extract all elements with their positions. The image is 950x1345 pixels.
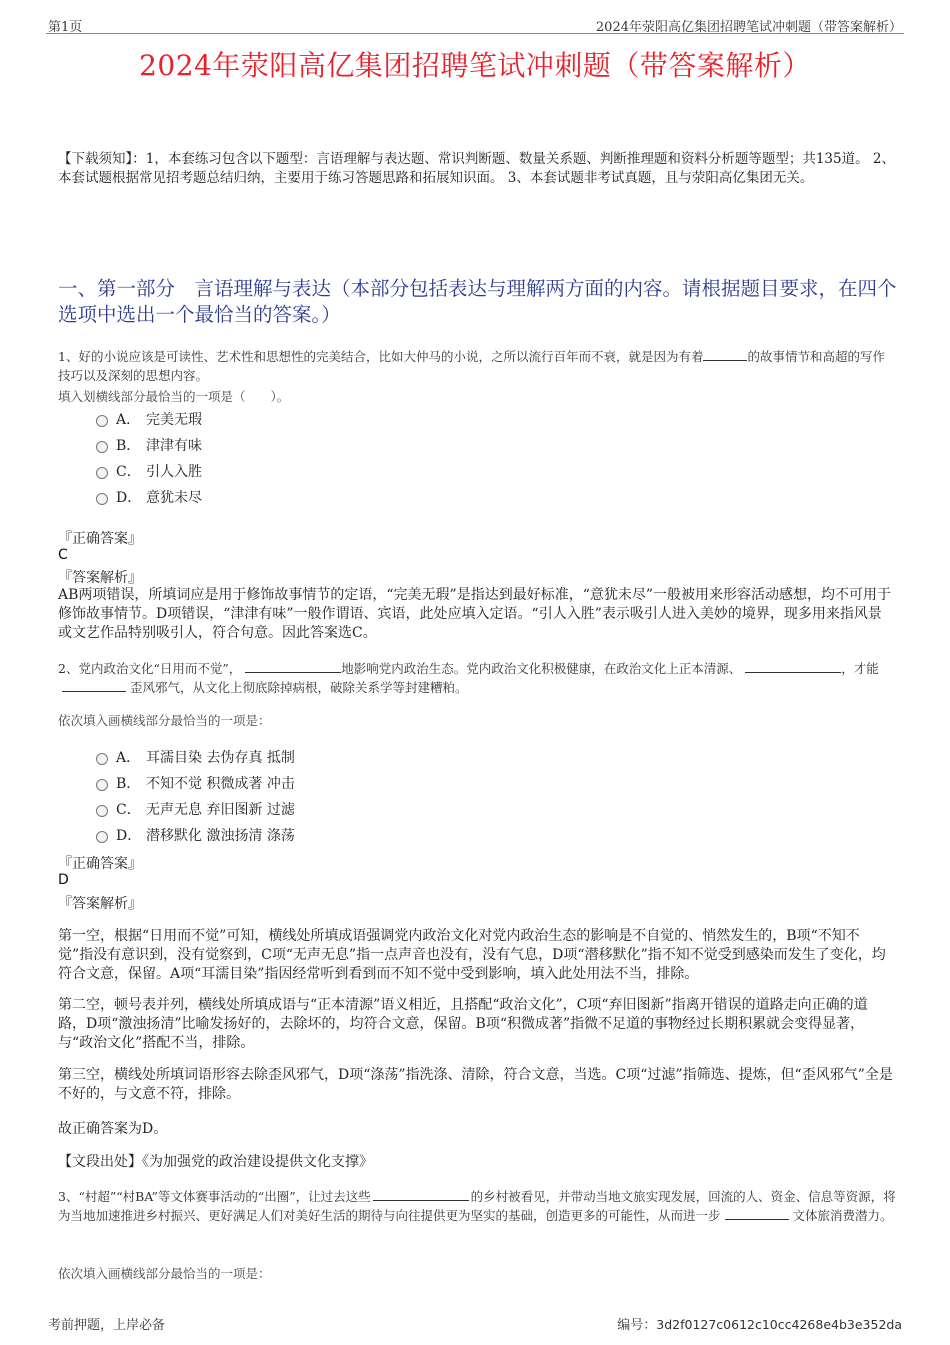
question-1-text — [58, 347, 896, 385]
footer-code-value: 3d2f0127c0612c10cc4268e4b3e352da — [656, 1317, 902, 1332]
radio-icon[interactable] — [96, 779, 108, 791]
fill-blank — [245, 660, 341, 673]
radio-icon[interactable] — [96, 753, 108, 765]
option-text: 完美无瑕 — [146, 412, 202, 428]
option-text: 潜移默化 激浊扬清 涤荡 — [146, 828, 295, 844]
question-1-option-a[interactable] — [96, 409, 202, 429]
question-1-option-d[interactable] — [96, 487, 202, 507]
radio-icon[interactable] — [96, 441, 108, 453]
question-3-prompt: 依次填入画横线部分最恰当的一项是： — [58, 1266, 271, 1281]
option-text: 无声无息 弃旧图新 过滤 — [146, 802, 295, 818]
question-1-text-part: 的故事情节和高超的写作技巧以及深刻的思想内容。 — [58, 349, 885, 383]
question-2-answer-label: 『正确答案』 — [58, 856, 142, 872]
radio-icon[interactable] — [96, 805, 108, 817]
section-heading: 一、第一部分 言语理解与表达（本部分包括表达与理解两方面的内容。请根据题目要求，在四个选项中选出一个最恰当的答案。） — [58, 277, 897, 326]
option-text: 耳濡目染 去伪存真 抵制 — [146, 750, 295, 766]
footer-code — [617, 1314, 902, 1333]
question-2-text-part: ，才能 — [841, 661, 879, 676]
footer-slogan: 考前押题，上岸必备 — [48, 1318, 166, 1333]
question-2-text-part: 歪风邪气，从文化上彻底除掉病根，破除关系学等封建糟粕。 — [130, 680, 468, 695]
header-doc-title: 2024年荥阳高亿集团招聘笔试冲刺题（带答案解析） — [595, 20, 902, 35]
question-2-text-part: 2、党内政治文化“日用而不觉”， — [58, 661, 242, 676]
fill-blank — [703, 348, 747, 361]
fill-blank — [725, 1207, 789, 1220]
question-1-analysis: AB两项错误，所填词应是用于修饰故事情节的定语，“完美无瑕”是指达到最好标准，“意犹未尽”一般被用来形容活动感想，均不可用于修饰故事情节。D项错误，“津津有味”一般作谓语、宾语，此处应填入定语。“引人入胜”表示吸引人进入美妙的境界，现多用来指风景或文艺作品特别吸引人，符合句意。因此答案选C。 — [58, 587, 892, 641]
question-1-text-part: 1、好的小说应该是可读性、艺术性和思想性的完美结合，比如大仲马的小说，之所以流行百年而不衰，就是因为有着 — [58, 349, 704, 364]
radio-icon[interactable] — [96, 467, 108, 479]
question-2-source: 【文段出处】《为加强党的政治建设提供文化支撑》 — [58, 1154, 373, 1170]
question-1-answer-label: 『正确答案』 — [58, 531, 142, 547]
question-1-option-c[interactable] — [96, 461, 202, 481]
option-letter: A． — [116, 412, 141, 428]
option-letter: C． — [116, 464, 141, 480]
question-2-analysis-para-2: 第二空，顿号表并列，横线处所填成语与“正本清源”语义相近，且搭配“政治文化”，C项“弃旧图新”指离开错误的道路走向正确的道路，D项“激浊扬清”比喻发扬好的，去除坏的，均符合文意，保留。B项“积微成著”指微不足道的事物经过长期积累就会变得显著，与“政治文化”搭配不当，排除。 — [58, 997, 868, 1051]
option-letter: C． — [116, 802, 141, 818]
option-text: 津津有味 — [146, 438, 202, 454]
option-letter: A． — [116, 750, 141, 766]
question-1-option-b[interactable] — [96, 435, 202, 455]
question-2-option-b[interactable] — [96, 773, 295, 793]
question-2-analysis-para-1: 第一空，根据“日用而不觉”可知，横线处所填成语强调党内政治文化对党内政治生态的影响是不自觉的、悄然发生的，B项“不知不觉”指没有意识到，没有觉察到，C项“无声无息”指一点声音也没有，没有气息，D项“潜移默化”指不知不觉受到感染而发生了变化，均符合文意，保留。A项“耳濡目染”指因经常听到看到而不知不觉中受到影响，填入此处用法不当，排除。 — [58, 928, 886, 982]
header-divider — [46, 33, 904, 34]
question-2-option-d[interactable] — [96, 825, 295, 845]
question-1-prompt: 填入划横线部分最恰当的一项是（ ）。 — [58, 389, 290, 404]
question-3-text-part: 3、“村超”“村BA”等文体赛事活动的“出圈”，让过去这些 — [58, 1189, 371, 1204]
fill-blank — [62, 679, 126, 692]
page-title: 2024年荥阳高亿集团招聘笔试冲刺题（带答案解析） — [139, 49, 811, 82]
fill-blank — [745, 660, 841, 673]
footer-code-label: 编号： — [617, 1318, 657, 1333]
question-2-answer: D — [58, 872, 69, 888]
question-2-analysis-para-4: 故正确答案为D。 — [58, 1121, 168, 1137]
option-letter: D． — [116, 828, 142, 844]
radio-icon[interactable] — [96, 493, 108, 505]
question-3-text-part: 的乡村被看见，并带动当地文旅实现发展，回流的人、资金、信息等资源，将为当地加速推进乡村振兴、更好满足人们对美好生活的期待与向往提供更为坚实的基础，创造更多的可能性，从而进一步 — [58, 1189, 896, 1223]
question-1-analysis-label: 『答案解析』 — [58, 570, 142, 586]
option-letter: D． — [116, 490, 142, 506]
question-2-prompt: 依次填入画横线部分最恰当的一项是： — [58, 713, 271, 728]
option-text: 引人入胜 — [146, 464, 202, 480]
option-letter: B． — [116, 776, 141, 792]
option-text: 意犹未尽 — [146, 490, 202, 506]
question-2-analysis-label: 『答案解析』 — [58, 896, 142, 912]
question-2-text-part: 地影响党内政治生态。党内政治文化积极健康，在政治文化上正本清源、 — [341, 661, 742, 676]
option-letter: B． — [116, 438, 141, 454]
question-2-option-a[interactable] — [96, 747, 295, 767]
question-2-text — [58, 659, 896, 697]
radio-icon[interactable] — [96, 415, 108, 427]
option-text: 不知不觉 积微成著 冲击 — [146, 776, 295, 792]
question-2-option-c[interactable] — [96, 799, 295, 819]
question-3-text — [58, 1187, 896, 1225]
radio-icon[interactable] — [96, 831, 108, 843]
question-3-text-part: 文体旅消费潜力。 — [792, 1208, 893, 1223]
question-1-answer: C — [58, 547, 68, 563]
download-notice: 【下载须知】：1，本套练习包含以下题型：言语理解与表达题、常识判断题、数量关系题、判断推理题和资料分析题等题型；共135道。 2、本套试题根据常见招考题总结归纳，主要用于练习答题思路和拓展知识面。 3、本套试题非考试真题，且与荥阳高亿集团无关。 — [58, 151, 895, 186]
page-number: 第1页 — [48, 20, 83, 35]
question-2-analysis-para-3: 第三空，横线处所填词语形容去除歪风邪气，D项“涤荡”指洗涤、清除，符合文意，当选。C项“过滤”指筛选、提炼，但“歪风邪气”全是不好的，与文意不符，排除。 — [58, 1067, 893, 1102]
fill-blank — [373, 1188, 469, 1201]
